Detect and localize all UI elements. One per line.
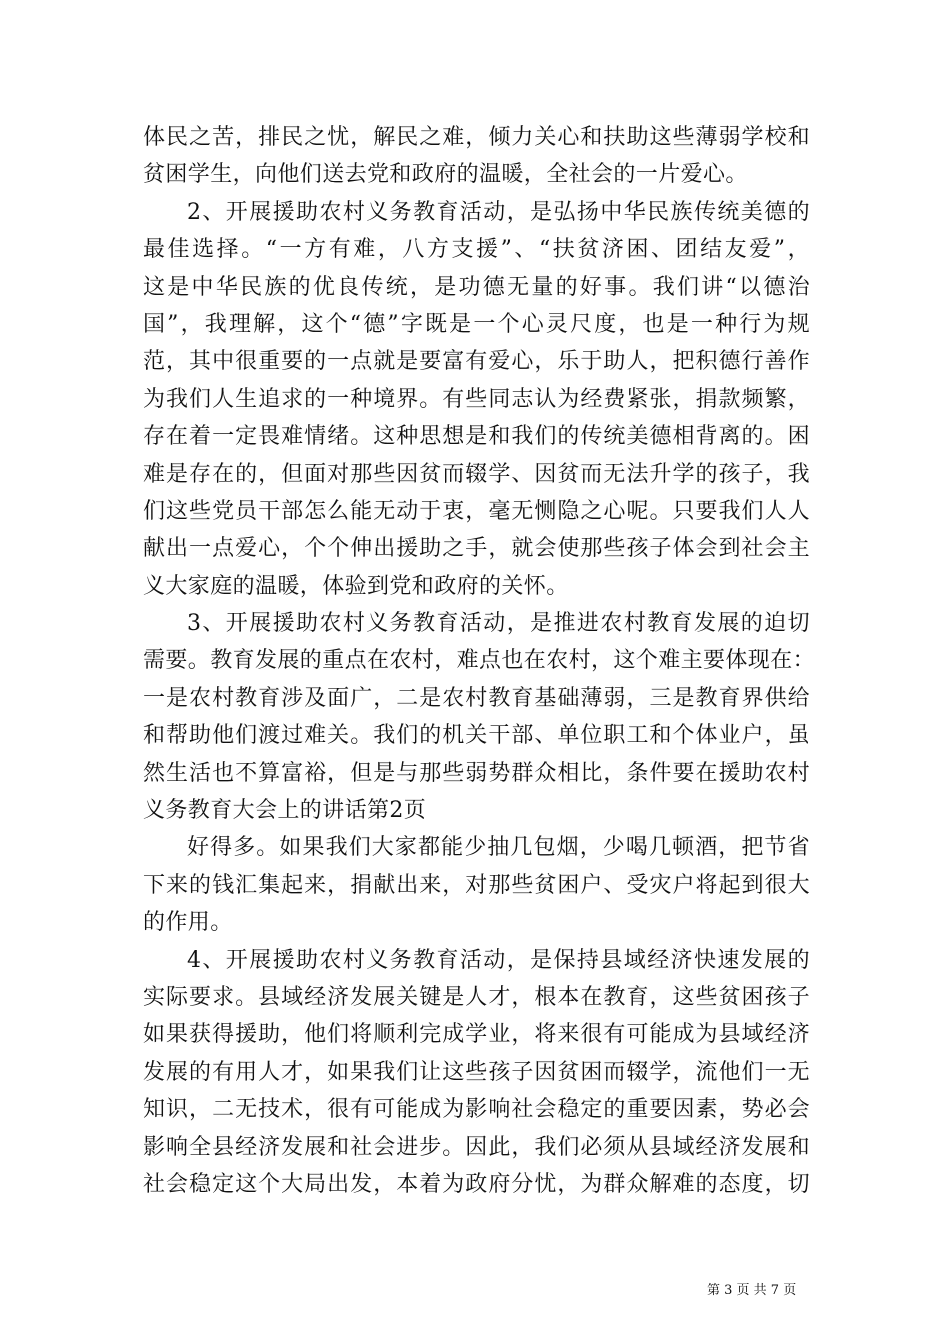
text-line: 3、开展援助农村义务教育活动，是推进农村教育发展的迫切 [187, 611, 810, 637]
text-line: 的作用。 [143, 910, 233, 936]
text-line: 范，其中很重要的一点就是要富有爱心，乐于助人，把积德行善作 [143, 349, 810, 375]
body-text [143, 119, 816, 1203]
text-line: 如果获得援助，他们将顺利完成学业，将来很有可能成为县域经济 [143, 1022, 810, 1048]
page-number: 第 3 页 共 7 页 [707, 1283, 797, 1298]
text-line: 最佳选择。“一方有难，八方支援”、“扶贫济困、团结友爱”， [143, 237, 810, 263]
text-line: 难是存在的，但面对那些因贫而辍学、因贫而无法升学的孩子，我 [143, 461, 810, 487]
text-line: 贫困学生，向他们送去党和政府的温暖，全社会的一片爱心。 [143, 162, 748, 188]
text-line: 2、开展援助农村义务教育活动，是弘扬中华民族传统美德的 [187, 199, 810, 225]
text-line: 发展的有用人才，如果我们让这些孩子因贫困而辍学，流他们一无 [143, 1059, 810, 1085]
text-line: 们这些党员干部怎么能无动于衷，毫无恻隐之心呢。只要我们人人 [143, 498, 810, 524]
text-line: 义务教育大会上的讲话第2页 [143, 798, 427, 824]
text-line: 献出一点爱心，个个伸出援助之手，就会使那些孩子体会到社会主 [143, 536, 810, 562]
text-line: 知识，二无技术，很有可能成为影响社会稳定的重要因素，势必会 [143, 1097, 810, 1123]
text-line: 为我们人生追求的一种境界。有些同志认为经费紧张，捐款频繁， [143, 386, 810, 412]
text-line: 义大家庭的温暖，体验到党和政府的关怀。 [143, 573, 569, 599]
text-line: 这是中华民族的优良传统，是功德无量的好事。我们讲“以德治 [143, 274, 810, 300]
text-line: 体民之苦，排民之忧，解民之难，倾力关心和扶助这些薄弱学校和 [143, 125, 810, 150]
text-line: 然生活也不算富裕，但是与那些弱势群众相比，条件要在援助农村 [143, 760, 810, 786]
text-line: 实际要求。县域经济发展关键是人才，根本在教育，这些贫困孩子 [143, 984, 810, 1010]
text-line: 影响全县经济发展和社会进步。因此，我们必须从县域经济发展和 [143, 1134, 810, 1160]
text-line: 社会稳定这个大局出发，本着为政府分忧，为群众解难的态度，切 [143, 1171, 810, 1197]
text-line: 存在着一定畏难情绪。这种思想是和我们的传统美德相背离的。困 [143, 424, 810, 450]
text-line: 国”，我理解，这个“德”字既是一个心灵尺度，也是一种行为规 [143, 311, 810, 337]
text-line: 下来的钱汇集起来，捐献出来，对那些贫困户、受灾户将起到很大 [143, 872, 810, 898]
text-line: 4、开展援助农村义务教育活动，是保持县域经济快速发展的 [187, 947, 810, 973]
text-line: 需要。教育发展的重点在农村，难点也在农村，这个难主要体现在： [143, 648, 816, 674]
text-line: 好得多。如果我们大家都能少抽几包烟，少喝几顿酒，把节省 [187, 835, 810, 861]
text-line: 和帮助他们渡过难关。我们的机关干部、单位职工和个体业户，虽 [143, 723, 810, 749]
text-line: 一是农村教育涉及面广，二是农村教育基础薄弱，三是教育界供给 [143, 685, 810, 711]
